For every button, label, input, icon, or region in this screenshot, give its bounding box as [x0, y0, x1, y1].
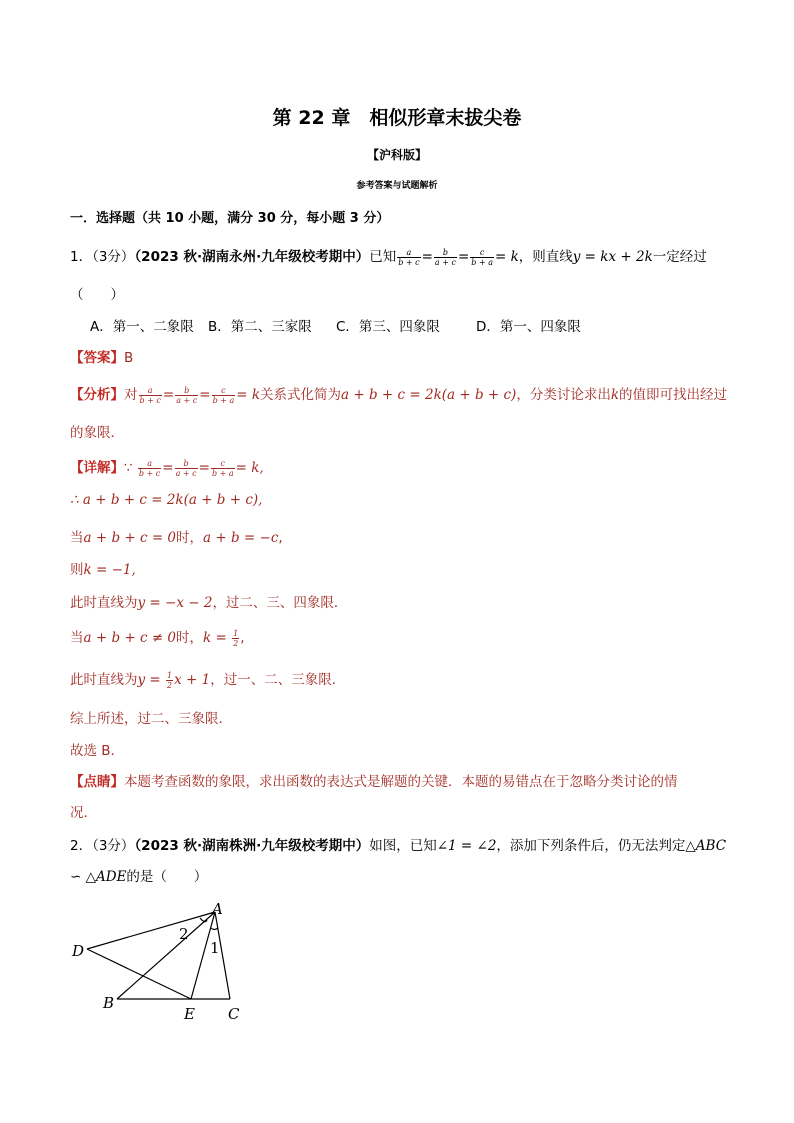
label-D: D — [72, 942, 85, 960]
q1-analysis-line2: 的象限． — [70, 425, 124, 441]
q1-analysis-line1: 【分析】对 $\frac{a}{b + c}$ = $\frac{b}{a + c}$ = $\frac{c}{b + a}$ = k关系式化简为a + b + c = 2k(a + b + c)，分类讨论求出k的值即可找出经过 — [70, 385, 728, 405]
q1-answer: 【答案】B — [70, 350, 134, 366]
q1-detail-line9: 故选 B． — [70, 743, 125, 759]
q1-frac-a: $\frac{a}{b + c}$ — [398, 247, 420, 267]
q1-detail-line2: ∴ a + b + c = 2k(a + b + c), — [70, 492, 263, 508]
q1-detail-line7: 此时直线为y = $\frac{1}{2}$ x + 1，过一、二、三象限． — [70, 670, 346, 690]
label-angle-2: 2 — [179, 925, 189, 943]
q1-line-expr: y = kx + 2k — [572, 249, 653, 265]
q1-paren: （ ） — [70, 287, 124, 303]
q1-stem-line1: 1．（3分）（2023 秋·湖南永州·九年级校考期中）已知 $\frac{a}{b + c}$ = $\frac{b}{a + c}$ = $\frac{c}{b + a}$ = k，则直线y = kx + 2k一定经过 — [70, 247, 707, 267]
label-angle-1: 1 — [210, 939, 220, 957]
section-heading: 一．选择题（共 10 小题，满分 30 分，每小题 3 分） — [70, 211, 390, 226]
q1-option-b: B．第二、三家限 — [208, 319, 312, 335]
angle-1-arc — [211, 928, 218, 930]
q2-stem-line1: 2．（3分）（2023 秋·湖南株洲·九年级校考期中）如图，已知∠1 = ∠2，添加下列条件后，仍无法判定△ABC — [70, 838, 727, 854]
segment-AB — [117, 912, 215, 999]
answer-subtitle: 参考答案与试题解析 — [356, 181, 438, 191]
q1-detail-line1: 【详解】∵ $\frac{a}{b + c}$ = $\frac{b}{a + c}$ = $\frac{c}{b + a}$ = k, — [70, 458, 264, 478]
q1-option-c: C．第三、四象限 — [336, 319, 440, 335]
q2-triangle-figure — [60, 890, 260, 1030]
q1-frac-c: $\frac{c}{b + a}$ — [471, 247, 493, 267]
q2-stem-line2: ∽ △ADE的是（ ） — [70, 869, 208, 885]
q1-detail-line4: 则k = −1, — [70, 562, 136, 578]
label-C: C — [228, 1005, 240, 1023]
segment-DE — [87, 949, 191, 999]
q1-points-line1: 【点睛】本题考查函数的象限，求出函数的表达式是解题的关键．本题的易错点在于忽略分类讨论的情 — [70, 774, 678, 790]
q1-detail-line6: 当a + b + c ≠ 0时，k = $\frac{1}{2}$ , — [70, 628, 245, 648]
page-title: 第 22 章 相似形章末拔尖卷 — [272, 107, 522, 129]
q1-source: （2023 秋·湖南永州·九年级校考期中） — [134, 249, 370, 265]
edition-label: 【沪科版】 — [366, 148, 427, 162]
q1-options — [90, 315, 581, 335]
q1-detail-line5: 此时直线为y = −x − 2，过二、三、四象限． — [70, 595, 348, 611]
q1-number: 1． — [70, 249, 93, 265]
q1-detail-line3: 当a + b + c = 0时，a + b = −c, — [70, 530, 283, 546]
q1-frac-b: $\frac{b}{a + c}$ — [434, 247, 456, 267]
q1-option-d: D．第一、四象限 — [476, 319, 581, 335]
label-E: E — [184, 1005, 195, 1023]
q1-points-line2: 况． — [70, 805, 97, 821]
q1-detail-line8: 综上所述，过二、三象限． — [70, 711, 232, 727]
segment-DA — [87, 912, 215, 949]
q1-score: （3分） — [92, 249, 135, 265]
label-A: A — [212, 900, 223, 918]
label-B: B — [103, 994, 115, 1012]
q1-option-a: A．第一、二象限 — [90, 319, 194, 335]
